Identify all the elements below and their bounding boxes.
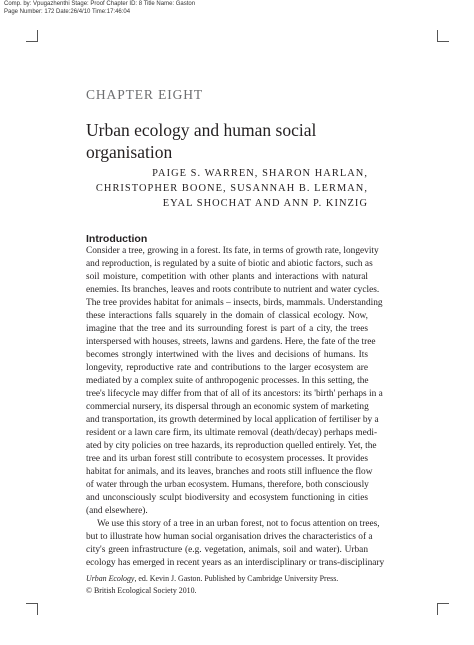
body-line: soil moisture, competition with other plants and interactions with natural: [86, 272, 368, 282]
proof-header-line: Comp. by: Vpugazhenthi Stage: Proof Chapter ID: 8 Title Name: Gaston: [4, 1, 196, 7]
crop-mark: [26, 41, 38, 42]
body-line: these interactions falls squarely in the domain of classical ecology. Now,: [86, 311, 368, 321]
author-list: [96, 166, 368, 211]
body-line: and transportation, its growth determined by local application of fertiliser by a: [86, 415, 379, 425]
body-line: ated by city policies on tree hazards, its reproduction quelled entirely. Yet, the: [86, 441, 377, 451]
body-line: We use this story of a tree in an urban forest, not to focus attention on trees,: [97, 519, 380, 529]
crop-mark: [437, 41, 449, 42]
body-line: but to illustrate how human social organisation drives the characteristics of a: [86, 532, 373, 542]
body-line: ecology has emerged in recent years as an interdisciplinary or trans-disciplinary: [86, 558, 385, 568]
copyright-line: © British Ecological Society 2010.: [86, 585, 197, 595]
body-line: city's green infrastructure (e.g. vegetation, animals, soil and water). Urban: [86, 545, 368, 555]
chapter-label: CHAPTER EIGHT: [86, 87, 204, 102]
body-line: habitat for animals, and its leaves, branches and roots still influence the flow: [86, 467, 373, 477]
crop-mark: [37, 603, 38, 615]
body-line: imagine that the tree and its surrounding forest is part of a city, the trees: [86, 324, 368, 334]
crop-mark: [437, 603, 438, 615]
body-line: commercial nursery, its dispersal through an economic system of marketing: [86, 402, 369, 412]
body-line: of water through the urban ecosystem. Humans, therefore, both consciously: [86, 480, 369, 490]
body-line: interspersed with houses, streets, lawns and gardens. Here, the fate of the tree: [86, 337, 376, 347]
body-line: resident or a lawn care firm, its ultimate removal (death/decay) perhaps medi-: [86, 428, 378, 438]
body-line: tree and its urban forest still contribute to ecosystem processes. It provides: [86, 454, 368, 464]
body-line: and reproduction, is regulated by a suite of biotic and abiotic factors, such as: [86, 259, 373, 269]
section-heading: Introduction: [86, 233, 148, 245]
body-line: enemies. Its branches, leaves and roots contribute to nutrient and water cycles.: [86, 285, 380, 295]
author-line: EYAL SHOCHAT AND ANN P. KINZIG: [162, 198, 368, 209]
proof-header: [4, 1, 195, 16]
body-line: mediated by a complex suite of anthropogenic processes. In this setting, the: [86, 376, 369, 386]
citation-line: [86, 573, 338, 585]
body-line: tree's lifecycle may differ from that of all of its ancestors: its 'birth' perhaps in a: [86, 389, 383, 399]
body-line: (and elsewhere).: [86, 506, 148, 516]
body-line: becomes strongly intertwined with the lives and decisions of humans. Its: [86, 350, 368, 360]
body-line: longevity, reproductive rate and contributions to the larger ecosystem are: [86, 363, 368, 373]
citation-footer: [86, 573, 338, 596]
citation-text: , ed. Kevin J. Gaston. Published by Cambridge University Press.: [134, 574, 339, 583]
author-line: CHRISTOPHER BOONE, SUSANNAH B. LERMAN,: [95, 183, 368, 194]
book-title: Urban Ecology: [86, 574, 135, 583]
proof-header-line: Page Number: 172 Date:26/4/10 Time:17:46:04: [4, 8, 131, 15]
body-line: Consider a tree, growing in a forest. Its fate, in terms of growth rate, longevity: [86, 246, 379, 256]
crop-mark: [437, 603, 449, 604]
author-line: PAIGE S. WARREN, SHARON HARLAN,: [152, 168, 368, 179]
body-line: The tree provides habitat for animals – insects, birds, mammals. Understanding: [86, 298, 383, 308]
crop-mark: [26, 603, 38, 604]
body-line: and unconsciously sculpt biodiversity and ecosystem functioning in cities: [86, 493, 368, 503]
chapter-title: Urban ecology and human social organisation: [86, 120, 317, 162]
